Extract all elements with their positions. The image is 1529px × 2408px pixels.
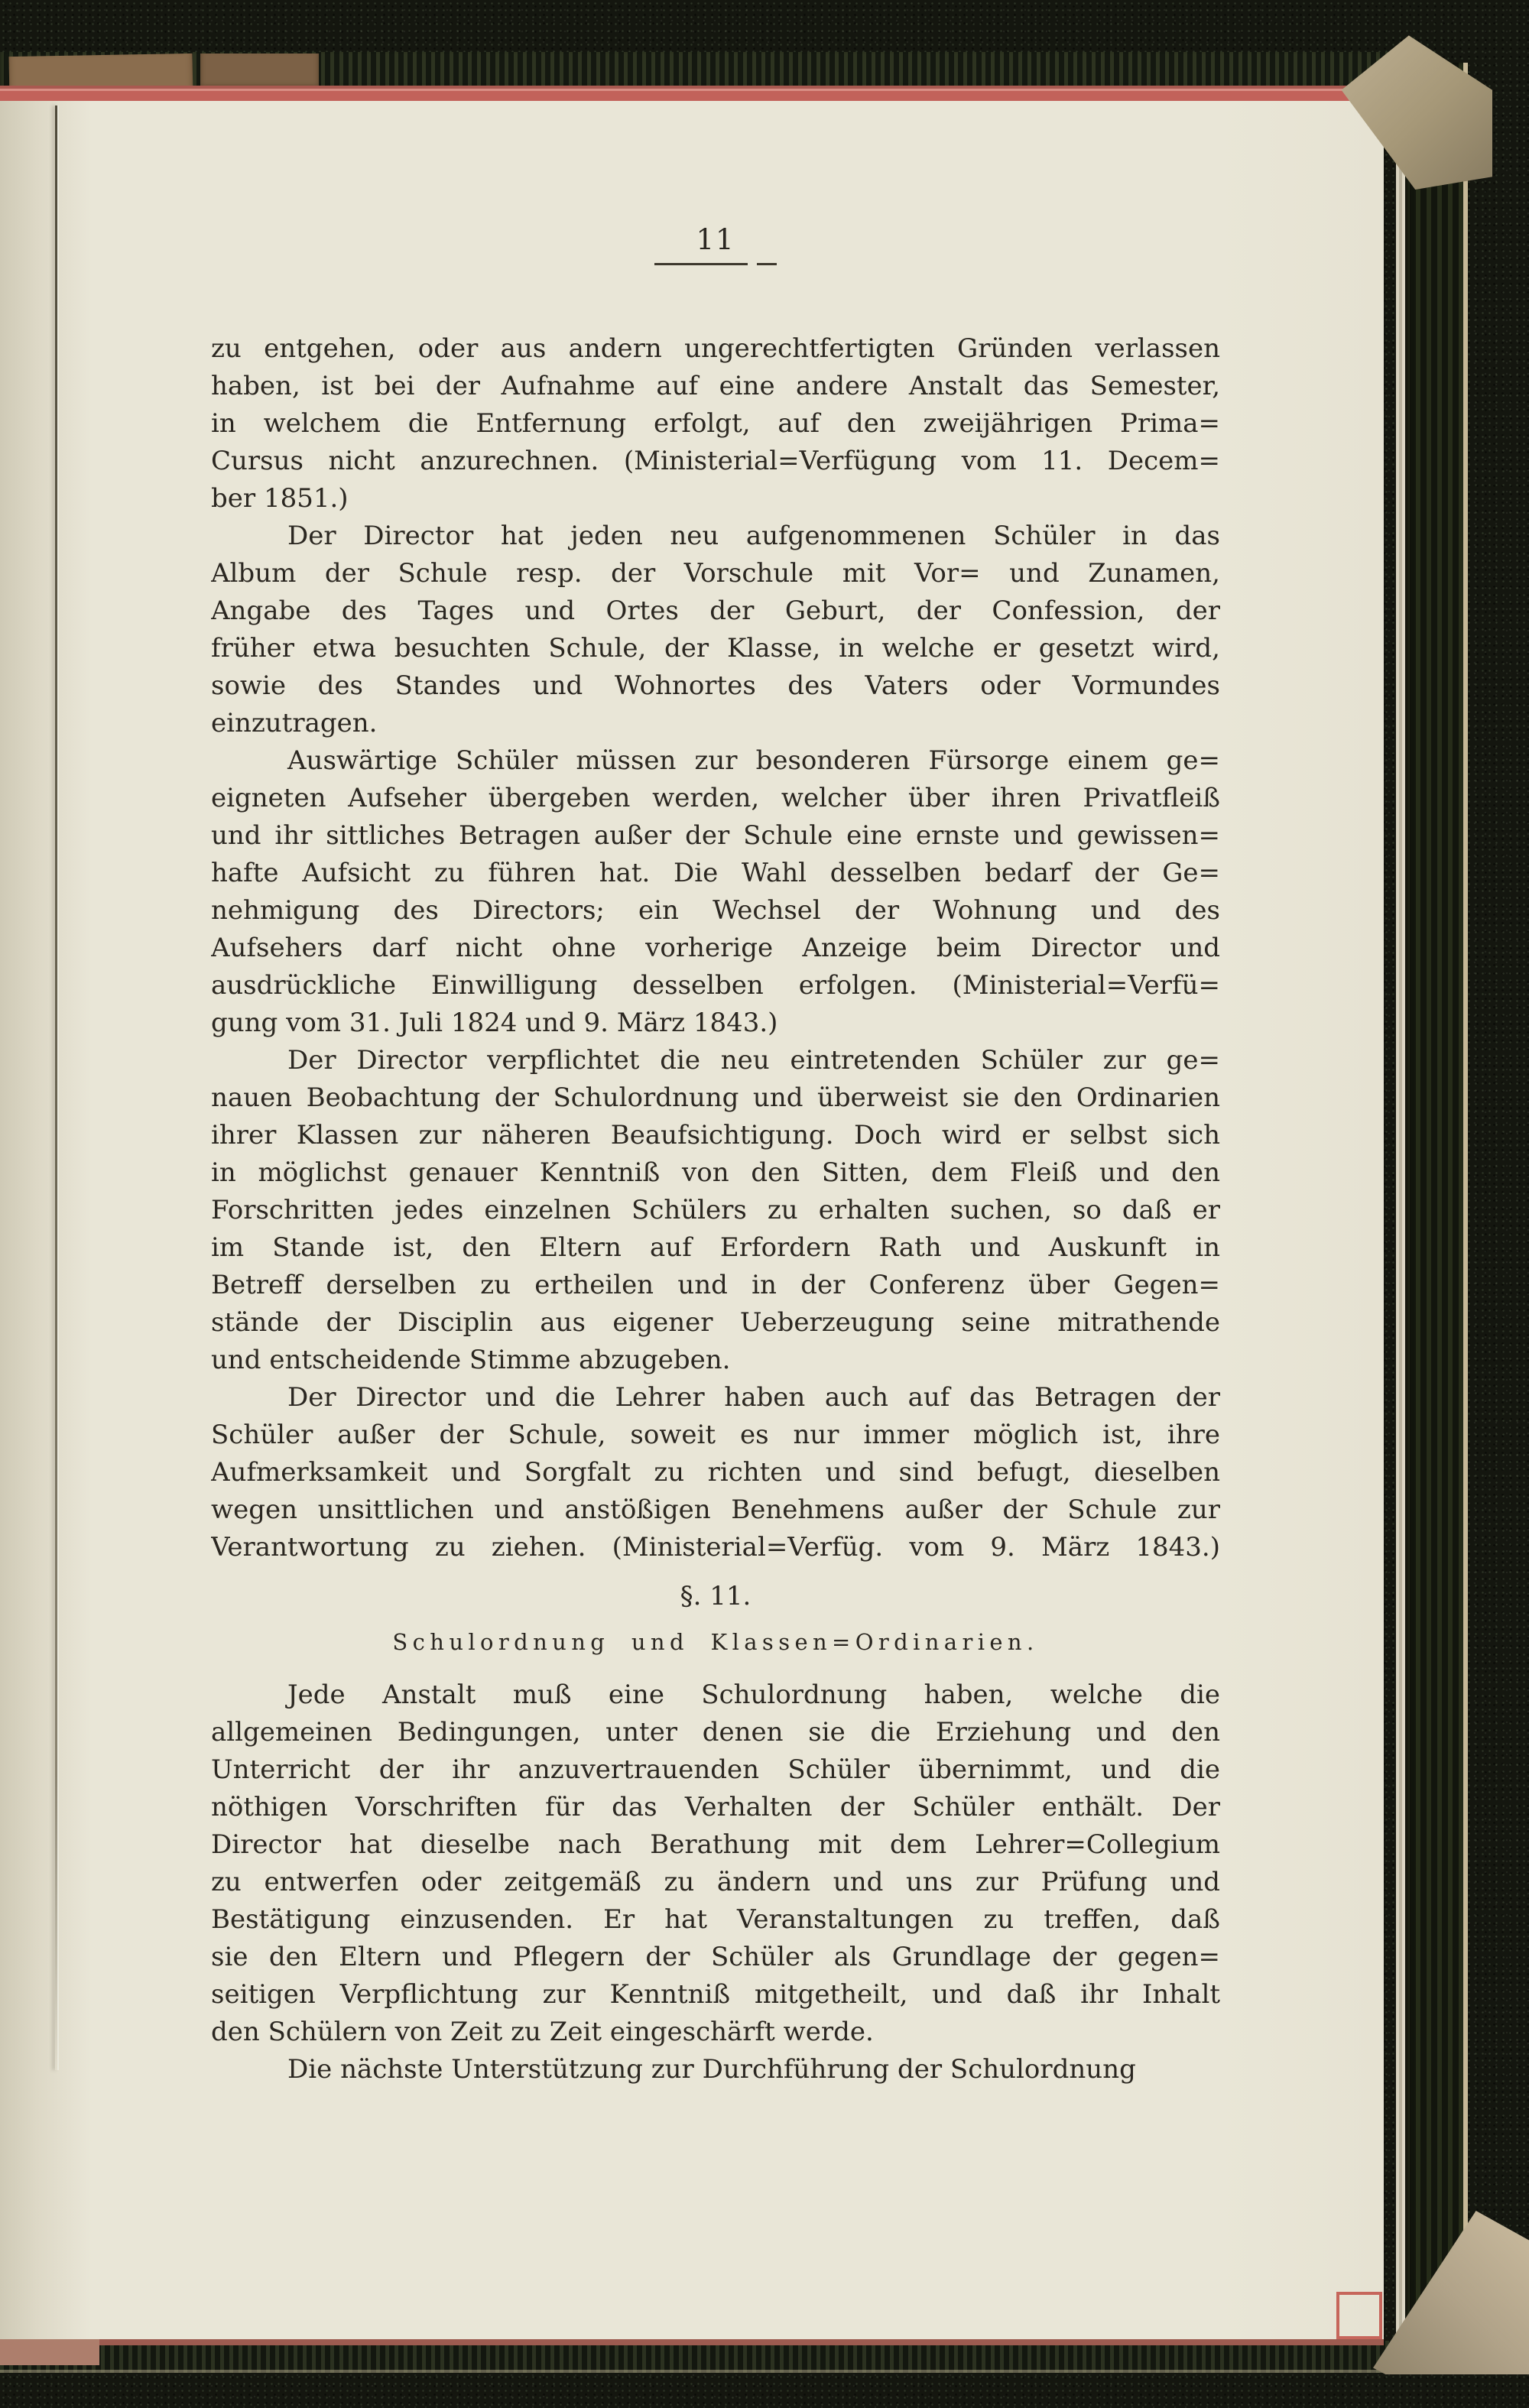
text-line: Cursus nicht anzurechnen. (Ministerial=Verfügung vom 11. Decem= [211, 446, 1220, 476]
page-text-block [211, 223, 1220, 2088]
text-line: Der Director hat jeden neu aufgenommenen Schüler in das [287, 521, 1220, 551]
paragraph [211, 330, 1220, 518]
paragraph [211, 1379, 1220, 1566]
text-line: wegen unsittlichen und anstößigen Benehmens außer der Schule zur [211, 1494, 1220, 1525]
text-line: Betreff derselben zu ertheilen und in der Conferenz über Gegen= [211, 1270, 1220, 1300]
rule-segment [757, 263, 777, 265]
text-line: Aufsehers darf nicht ohne vorherige Anzeige beim Director und [211, 933, 1220, 963]
text-line: Schüler außer der Schule, soweit es nur immer möglich ist, ihre [211, 1420, 1220, 1450]
page-number: 11 [696, 223, 735, 256]
red-corner-mark [1336, 2292, 1382, 2339]
text-line: hafte Aufsicht zu führen hat. Die Wahl desselben bedarf der Ge= [211, 858, 1220, 888]
text-line: gung vom 31. Juli 1824 und 9. März 1843.) [211, 1008, 778, 1038]
text-line: zu entwerfen oder zeitgemäß zu ändern und uns zur Prüfung und [211, 1867, 1220, 1897]
text-line: Director hat dieselbe nach Berathung mit dem Lehrer=Collegium [211, 1829, 1220, 1860]
text-line: in welchem die Entfernung erfolgt, auf den zweijährigen Prima= [211, 408, 1220, 439]
text-line: stände der Disciplin aus eigener Ueberzeugung seine mitrathende [211, 1307, 1220, 1338]
section-title: Schulordnung und Klassen=Ordinarien. [392, 1629, 1039, 1655]
text-line: Album der Schule resp. der Vorschule mit Vor= und Zunamen, [211, 558, 1220, 589]
text-line: allgemeinen Bedingungen, unter denen sie die Erziehung und den [211, 1717, 1220, 1748]
book-cover-bottom-edge [0, 2341, 1459, 2373]
text-line: früher etwa besuchten Schule, der Klasse, in welche er gesetzt wird, [211, 633, 1220, 664]
text-line: ber 1851.) [211, 483, 349, 514]
book-page [0, 101, 1384, 2339]
text-line: Auswärtige Schüler müssen zur besonderen Fürsorge einem ge= [287, 745, 1220, 776]
page-number-rule [211, 263, 1220, 265]
paragraph-group-lower [211, 1676, 1220, 2088]
text-line: und entscheidende Stimme abzugeben. [211, 1345, 731, 1375]
text-line: den Schülern von Zeit zu Zeit eingeschärft werde. [211, 2017, 874, 2047]
paragraph-group-upper [211, 330, 1220, 1566]
text-line: im Stande ist, den Eltern auf Erfordern Rath und Auskunft in [211, 1232, 1220, 1263]
text-line: Der Director verpflichtet die neu eintretenden Schüler zur ge= [287, 1045, 1220, 1076]
paragraph [211, 2051, 1220, 2088]
text-line: Bestätigung einzusenden. Er hat Veranstaltungen zu treffen, daß [211, 1904, 1220, 1935]
gutter-crease-line [55, 105, 57, 2070]
text-line: haben, ist bei der Aufnahme auf eine andere Anstalt das Semester, [211, 371, 1220, 401]
text-line: Forschritten jedes einzelnen Schülers zu erhalten suchen, so daß er [211, 1195, 1220, 1225]
rule-segment [654, 263, 748, 265]
text-line: nauen Beobachtung der Schulordnung und überweist sie den Ordinarien [211, 1082, 1220, 1113]
text-line: Unterricht der ihr anzuvertrauenden Schüler übernimmt, und die [211, 1754, 1220, 1785]
text-line: Der Director und die Lehrer haben auch auf das Betragen der [287, 1382, 1220, 1413]
text-line: einzutragen. [211, 708, 378, 738]
text-line: ihrer Klassen zur näheren Beaufsichtigung. Doch wird er selbst sich [211, 1120, 1220, 1150]
text-line: Verantwortung zu ziehen. (Ministerial=Verfüg. vom 9. März 1843.) [211, 1532, 1220, 1563]
binding-tape [200, 54, 319, 90]
paragraph [211, 518, 1220, 742]
text-line: und ihr sittliches Betragen außer der Schule eine ernste und gewissen= [211, 820, 1220, 851]
text-line: eigneten Aufseher übergeben werden, welcher über ihren Privatfleiß [211, 783, 1220, 813]
page-edge-red-top [0, 86, 1398, 102]
paragraph [211, 1042, 1220, 1379]
book-cover-right-edge [1405, 63, 1468, 2365]
text-line: Angabe des Tages und Ortes der Geburt, der Confession, der [211, 596, 1220, 626]
text-line: seitigen Verpflichtung zur Kenntniß mitgetheilt, und daß ihr Inhalt [211, 1979, 1220, 2010]
text-line: Jede Anstalt muß eine Schulordnung haben, welche die [287, 1679, 1220, 1710]
text-line: Die nächste Unterstützung zur Durchführung der Schulordnung [287, 2054, 1136, 2085]
page-edge-bottom-left [0, 2338, 99, 2365]
paragraph [211, 1676, 1220, 2051]
text-line: nöthigen Vorschriften für das Verhalten der Schüler enthält. Der [211, 1792, 1220, 1822]
text-line: ausdrückliche Einwilligung desselben erfolgen. (Ministerial=Verfü= [211, 970, 1220, 1001]
text-line: zu entgehen, oder aus andern ungerechtfertigten Gründen verlassen [211, 333, 1220, 364]
text-line: Aufmerksamkeit und Sorgfalt zu richten und sind befugt, dieselben [211, 1457, 1220, 1488]
text-line: nehmigung des Directors; ein Wechsel der Wohnung und des [211, 895, 1220, 926]
text-line: sie den Eltern und Pflegern der Schüler als Grundlage der gegen= [211, 1942, 1220, 1972]
text-line: sowie des Standes und Wohnortes des Vaters oder Vormundes [211, 670, 1220, 701]
text-line: in möglichst genauer Kenntniß von den Sitten, dem Fleiß und den [211, 1157, 1220, 1188]
paragraph [211, 742, 1220, 1042]
section-number: §. 11. [680, 1581, 752, 1611]
section-heading-block [211, 1579, 1220, 1658]
